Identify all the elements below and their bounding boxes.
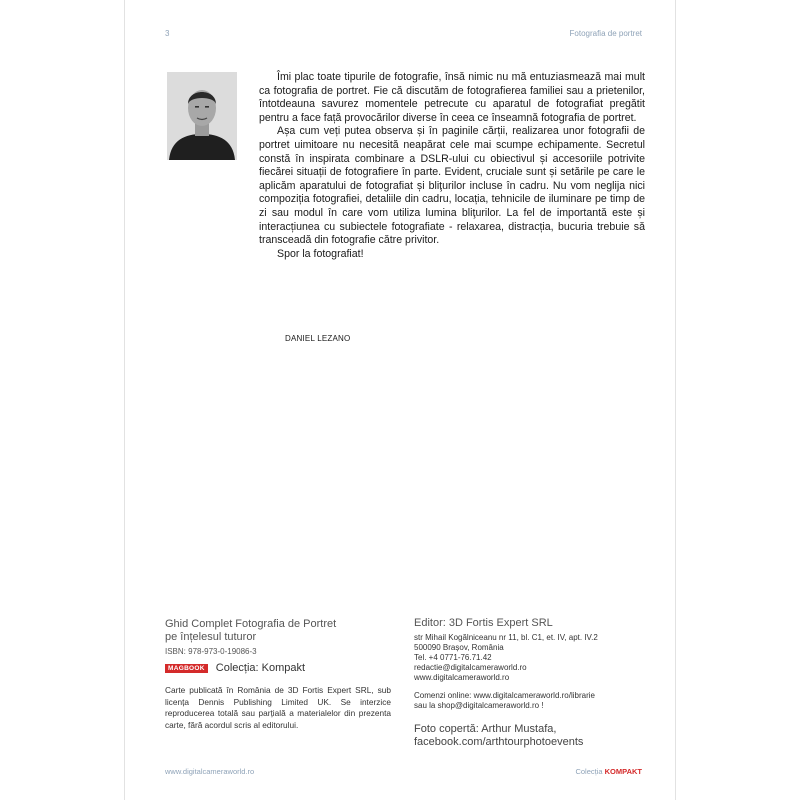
online-orders: Comenzi online: www.digitalcameraworld.ro/librarie sau la shop@digitalcameraworld.ro ! xyxy=(414,691,595,710)
collection-row xyxy=(165,662,391,674)
preface-text xyxy=(259,71,645,261)
page-number: 3 xyxy=(165,29,170,38)
book-title: Ghid Complet Fotografia de Portret pe înțelesul tuturor xyxy=(165,618,337,643)
preface-paragraph: Îmi plac toate tipurile de fotografie, însă nimic nu mă entuziasmează mai mult ca fotografia de portret. Fie că discutăm de fotografierea familiei sau a prietenilor, întotdeauna savurez momentele petrecute cu aparatul de fotografiat pregătit pentru a face față provocărilor diverse în ceea ce înseamnă fotografia de portret. xyxy=(259,71,645,124)
preface-paragraph: Spor la fotografiat! xyxy=(277,247,364,260)
magbook-logo: MAGBOOK xyxy=(165,664,208,673)
collection-name: Colecția: Kompakt xyxy=(215,662,306,674)
author-portrait xyxy=(167,72,237,160)
author-signature: DANIEL LEZANO xyxy=(285,334,351,343)
imprint-left xyxy=(165,618,391,731)
editor-name: Editor: 3D Fortis Expert SRL xyxy=(414,617,553,629)
footer-website: www.digitalcameraworld.ro xyxy=(165,767,255,776)
isbn: ISBN: 978-973-0-19086-3 xyxy=(165,647,257,656)
imprint-right xyxy=(414,617,644,749)
preface-paragraph: Așa cum veți putea observa și în paginile cărții, realizarea unor fotografii de portret uimitoare nu necesită neapărat cele mai scumpe echipamente. Secretul constă în inspirata combinare a DSLR-ului cu obiectivul și accesoriile potrivite fiecărei situații de fotografiere în parte. Evident, cruciale sunt și setările pe care le aplicăm aparatului de fotografiat și bliţurilor incluse în cadru. Nu vom neglija nici compoziția fotografiei, detaliile din cadru, locația, tehnicile de iluminare pe timp de zi sau modul în care vom utiliza lumina bliţurilor. La fel de importantă este și interacțiunea cu subiectele fotografiate - relaxarea, distracția, bucuria trebuie să transceadă din fotografie către privitor. xyxy=(259,125,645,247)
cover-photo-credit: Foto copertă: Arthur Mustafa, facebook.com/arthtourphotoevents xyxy=(414,723,584,748)
book-page xyxy=(124,0,676,800)
footer-collection: Colecția KOMPAKT xyxy=(575,767,642,776)
kompakt-brand: KOMPAKT xyxy=(604,767,642,776)
running-head: Fotografia de portret xyxy=(569,29,642,38)
legal-notice: Carte publicată în România de 3D Fortis Expert SRL, sub licența Dennis Publishing Limited UK. Se interzice reproducerea totală sau parțială a materialelor din prezenta carte, fără acordul scris al editorului. xyxy=(165,685,391,730)
editor-address: str Mihail Kogălniceanu nr 11, bl. C1, et. IV, apt. IV.2 500090 Brașov, România Tel. +4 0771-76.71.42 redactie@digitalcameraworld.ro www.digitalcameraworld.ro xyxy=(414,633,598,682)
author-photo-icon xyxy=(167,72,237,160)
